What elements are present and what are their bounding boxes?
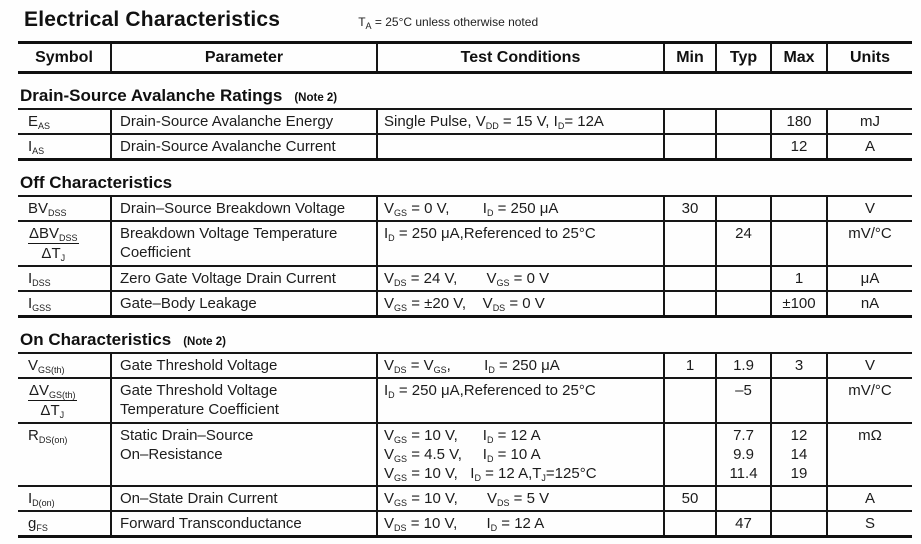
header-parameter: Parameter xyxy=(112,44,378,71)
symbol-cell: $E_{AS}$ xyxy=(18,110,112,133)
cell-line xyxy=(718,137,769,156)
min-cell xyxy=(665,197,717,220)
cell-line: 50 xyxy=(681,490,699,507)
section-table xyxy=(18,195,912,318)
conditions-cell xyxy=(378,110,665,133)
units-cell xyxy=(828,487,912,510)
table-row xyxy=(18,377,912,422)
conditions-cell xyxy=(378,292,665,315)
cell-line: Drain–Source Breakdown Voltage xyxy=(120,200,346,217)
max-cell xyxy=(772,135,828,158)
symbol-cell: $g_{FS}$ xyxy=(18,512,112,535)
table-row xyxy=(18,510,912,535)
section-note: (Note 2) xyxy=(183,336,226,348)
cell-line: A xyxy=(864,490,875,507)
parameter-cell xyxy=(112,135,378,158)
max-cell xyxy=(772,487,828,510)
cell-line xyxy=(718,199,769,218)
cell-line: 3 xyxy=(794,357,804,374)
cell-line: mΩ xyxy=(858,427,882,444)
symbol-cell: $R_{DS(on)}$ xyxy=(18,424,112,485)
min-cell xyxy=(665,379,717,422)
table-row xyxy=(18,485,912,510)
cell-line: 30 xyxy=(681,200,699,217)
symbol-cell: $I_{D(on)}$ xyxy=(18,487,112,510)
section-heading xyxy=(20,330,912,350)
cell-line xyxy=(773,224,825,243)
cell-line: $V_{GS} = \pm 20$ V, $V_{DS} = 0$ V xyxy=(384,295,545,313)
min-cell xyxy=(665,487,717,510)
cell-line: Forward Transconductance xyxy=(120,515,302,532)
cell-line: 47 xyxy=(735,515,752,532)
cell-line: 7.7 xyxy=(733,427,754,444)
typ-cell xyxy=(717,379,772,422)
cell-line: Drain-Source Avalanche Current xyxy=(120,138,336,155)
cell-line: $V_{GS} = 0$ V, $I_D = 250$ μA xyxy=(384,200,559,218)
cell-line xyxy=(666,514,714,533)
symbol-cell: $BV_{DSS}$ xyxy=(18,197,112,220)
units-cell xyxy=(828,354,912,377)
cell-line xyxy=(773,489,825,508)
cell-line: mV/°C xyxy=(848,382,892,399)
typ-cell xyxy=(717,135,772,158)
typ-cell xyxy=(717,292,772,315)
cell-line: $I_D = 250$ μA,Referenced to 25°C xyxy=(384,382,596,400)
cell-line: On–State Drain Current xyxy=(120,490,278,507)
symbol-cell: $I_{DSS}$ xyxy=(18,267,112,290)
cell-line: 11.4 xyxy=(729,465,758,482)
cell-line: $V_{GS} = 4.5$ V, $I_D = 10$ A xyxy=(384,446,541,464)
parameter-cell xyxy=(112,487,378,510)
typ-cell xyxy=(717,267,772,290)
cell-line: 19 xyxy=(790,465,808,482)
cell-line: mJ xyxy=(860,113,880,130)
cell-line: 1.9 xyxy=(733,357,754,374)
min-cell xyxy=(665,424,717,485)
conditions-cell xyxy=(378,135,665,158)
cell-line: V xyxy=(864,357,875,374)
section-title: Drain-Source Avalanche Ratings xyxy=(20,86,283,105)
cell-line: Breakdown Voltage Temperature xyxy=(120,225,338,242)
parameter-cell xyxy=(112,110,378,133)
cell-line xyxy=(666,224,714,243)
symbol-cell: $I_{AS}$ xyxy=(18,135,112,158)
max-cell xyxy=(772,354,828,377)
symbol-fraction: $\frac{\Delta BV_{DSS}}{\Delta T_J}$ xyxy=(29,225,78,263)
cell-line: Temperature Coefficient xyxy=(120,401,279,418)
table-row xyxy=(18,265,912,290)
conditions-cell xyxy=(378,222,665,265)
title-row xyxy=(24,8,912,32)
max-cell xyxy=(772,424,828,485)
header-max: Max xyxy=(772,44,828,71)
cell-line: ±100 xyxy=(782,295,816,312)
symbol-cell xyxy=(18,222,112,265)
cell-line: –5 xyxy=(735,382,752,399)
min-cell xyxy=(665,222,717,265)
cell-line: $V_{GS} = 10$ V, $V_{DS} = 5$ V xyxy=(384,490,550,508)
units-cell xyxy=(828,135,912,158)
units-cell xyxy=(828,424,912,485)
units-cell xyxy=(828,222,912,265)
cell-line: A xyxy=(864,138,875,155)
table-row xyxy=(18,133,912,158)
max-cell xyxy=(772,197,828,220)
section-off-characteristics xyxy=(18,173,912,318)
cell-line: $V_{GS} = 10$ V, $I_D = 12$ A xyxy=(384,427,541,445)
cell-line: Static Drain–Source xyxy=(120,427,254,444)
parameter-cell xyxy=(112,424,378,485)
section-heading xyxy=(20,86,912,106)
cell-line xyxy=(773,381,825,400)
typ-cell xyxy=(717,354,772,377)
typ-cell xyxy=(717,222,772,265)
symbol-cell: $I_{GSS}$ xyxy=(18,292,112,315)
table-row xyxy=(18,290,912,315)
cell-line: 24 xyxy=(735,225,752,242)
section-table xyxy=(18,352,912,538)
parameter-cell xyxy=(112,197,378,220)
cell-line: Gate Threshold Voltage xyxy=(120,357,278,374)
typ-cell xyxy=(717,512,772,535)
min-cell xyxy=(665,135,717,158)
parameter-cell xyxy=(112,512,378,535)
cell-line: 1 xyxy=(685,357,695,374)
typ-cell xyxy=(717,110,772,133)
units-cell xyxy=(828,292,912,315)
units-cell xyxy=(828,379,912,422)
min-cell xyxy=(665,267,717,290)
cell-line: Single Pulse, $V_{DD} = 15$ V, $I_D= 12A$ xyxy=(384,113,604,131)
parameter-cell xyxy=(112,222,378,265)
cell-line: 12 xyxy=(790,138,808,155)
conditions-cell xyxy=(378,354,665,377)
conditions-cell xyxy=(378,379,665,422)
cell-line: mV/°C xyxy=(848,225,892,242)
min-cell xyxy=(665,512,717,535)
cell-line xyxy=(666,426,714,445)
symbol-cell: $V_{GS(th)}$ xyxy=(18,354,112,377)
header-min: Min xyxy=(665,44,717,71)
cell-line xyxy=(666,381,714,400)
cell-line xyxy=(773,514,825,533)
cell-line: On–Resistance xyxy=(120,446,223,463)
cell-line: $V_{GS} = 10$ V, $I_D = 12$ $A,T_J=125^\circ C$ xyxy=(384,465,597,483)
cell-line: $I_D = 250$ μA,Referenced to 25°C xyxy=(384,225,596,243)
parameter-cell xyxy=(112,379,378,422)
header-test-conditions: Test Conditions xyxy=(378,44,665,71)
section-title: On Characteristics xyxy=(20,330,172,349)
section-heading xyxy=(20,173,912,193)
section-avalanche-ratings xyxy=(18,86,912,161)
cell-line: $V_{DS} = V_{GS}$, $I_D = 250$ μA xyxy=(384,357,560,375)
units-cell xyxy=(828,197,912,220)
conditions-cell xyxy=(378,197,665,220)
table-row xyxy=(18,110,912,133)
min-cell xyxy=(665,354,717,377)
max-cell xyxy=(772,292,828,315)
cell-line: S xyxy=(864,515,875,532)
symbol-cell xyxy=(18,379,112,422)
cell-line: Gate Threshold Voltage xyxy=(120,382,278,399)
cell-line: 180 xyxy=(786,113,812,130)
cell-line: 1 xyxy=(794,270,804,287)
max-cell xyxy=(772,267,828,290)
parameter-cell xyxy=(112,267,378,290)
cell-line: Zero Gate Voltage Drain Current xyxy=(120,270,336,287)
parameter-cell xyxy=(112,354,378,377)
cell-line: $V_{DS} = 24$ V, $V_{GS} = 0$ V xyxy=(384,270,550,288)
table-row xyxy=(18,220,912,265)
max-cell xyxy=(772,379,828,422)
typ-cell xyxy=(717,487,772,510)
conditions-cell xyxy=(378,512,665,535)
section-on-characteristics xyxy=(18,330,912,538)
cell-line xyxy=(718,489,769,508)
section-title: Off Characteristics xyxy=(20,173,173,192)
cell-line xyxy=(666,112,714,131)
conditions-cell xyxy=(378,487,665,510)
conditions-cell xyxy=(378,424,665,485)
table-row xyxy=(18,422,912,485)
header-typ: Typ xyxy=(717,44,772,71)
cell-line: 14 xyxy=(790,446,808,463)
cell-line: V xyxy=(864,200,875,217)
cell-line xyxy=(666,294,714,313)
page-title: Electrical Characteristics xyxy=(24,8,281,31)
cell-line: Coefficient xyxy=(120,244,191,261)
title-note: $T_A = 25^\circ C$ unless otherwise noted xyxy=(358,15,539,31)
symbol-fraction: $\frac{\Delta V_{GS(th)}}{\Delta T_J}$ xyxy=(29,382,76,420)
header-symbol: Symbol xyxy=(18,44,112,71)
cell-line: μA xyxy=(860,270,880,287)
min-cell xyxy=(665,292,717,315)
section-table xyxy=(18,108,912,161)
cell-line xyxy=(718,112,769,131)
table-row xyxy=(18,197,912,220)
conditions-cell xyxy=(378,267,665,290)
table-row xyxy=(18,354,912,377)
cell-line: Drain-Source Avalanche Energy xyxy=(120,113,334,130)
max-cell xyxy=(772,110,828,133)
typ-cell xyxy=(717,424,772,485)
min-cell xyxy=(665,110,717,133)
cell-line: 9.9 xyxy=(733,446,754,463)
parameter-cell xyxy=(112,292,378,315)
section-note: (Note 2) xyxy=(294,92,338,104)
units-cell xyxy=(828,267,912,290)
cell-line xyxy=(666,137,714,156)
table-header-row xyxy=(18,41,912,74)
cell-line xyxy=(384,137,659,156)
cell-line: 12 xyxy=(790,427,808,444)
cell-line: nA xyxy=(860,295,880,312)
cell-line xyxy=(666,269,714,288)
cell-line xyxy=(718,269,769,288)
max-cell xyxy=(772,512,828,535)
units-cell xyxy=(828,110,912,133)
cell-line xyxy=(773,199,825,218)
units-cell xyxy=(828,512,912,535)
header-units: Units xyxy=(850,49,890,66)
cell-line: Gate–Body Leakage xyxy=(120,295,257,312)
cell-line xyxy=(718,294,769,313)
cell-line: $V_{DS} = 10$ V, $I_D = 12$ A xyxy=(384,515,545,533)
typ-cell xyxy=(717,197,772,220)
max-cell xyxy=(772,222,828,265)
